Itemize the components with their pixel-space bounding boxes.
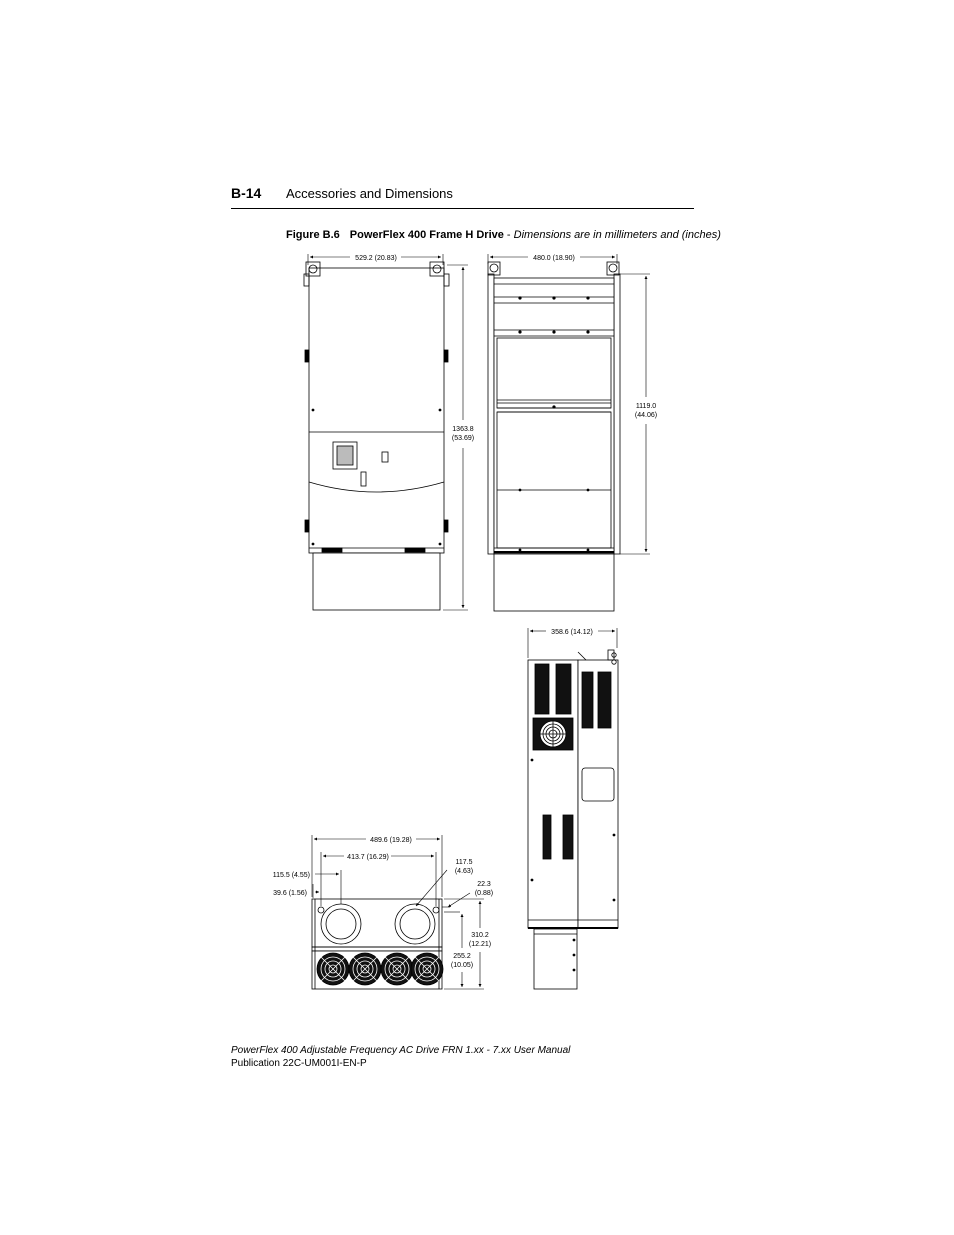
bottom-inner-depth-in: (10.05) — [450, 962, 474, 969]
bottom-right-offset-in: (4.63) — [454, 868, 474, 875]
bottom-depth-mm: 310.2 — [471, 932, 489, 939]
bottom-left-offset-label: 115.5 (4.55) — [272, 872, 310, 879]
figure-separator: - — [503, 229, 514, 241]
rear-view — [488, 262, 620, 611]
section-title: Accessories and Dimensions — [286, 186, 453, 201]
front-height-label-mm: 1363.8 — [452, 426, 474, 433]
bottom-right-edge-mm: 22.3 — [477, 881, 491, 888]
front-width-label: 529.2 (20.83) — [355, 255, 397, 262]
rear-height-label-in: (44.06) — [634, 412, 658, 419]
rear-height-label-mm: 1119.0 — [635, 403, 657, 410]
bottom-right-offset-mm: 117.5 — [455, 859, 473, 866]
rear-width-label: 480.0 (18.90) — [533, 255, 575, 262]
bottom-right-edge-in: (0.88) — [474, 890, 494, 897]
bottom-left-edge-label: 39.6 (1.56) — [273, 890, 307, 897]
front-view — [304, 262, 449, 610]
bottom-holes-label: 413.7 (16.29) — [347, 854, 389, 861]
publication-number: Publication 22C-UM001I-EN-P — [231, 1058, 367, 1069]
front-height-label-in: (53.69) — [451, 435, 475, 442]
section-number: B-14 — [231, 185, 262, 201]
manual-title: PowerFlex 400 Adjustable Frequency AC Drive FRN 1.xx - 7.xx User Manual — [231, 1045, 571, 1056]
figure-label: Figure B.6 — [286, 229, 340, 241]
figure-description: Dimensions are in millimeters and (inches) — [513, 229, 721, 241]
figure-title: PowerFlex 400 Frame H Drive — [349, 229, 504, 241]
side-view — [528, 650, 618, 989]
side-depth-label: 358.6 (14.12) — [551, 629, 593, 636]
bottom-overall-label: 489.6 (19.28) — [370, 837, 412, 844]
bottom-inner-depth-mm: 255.2 — [453, 953, 471, 960]
bottom-view — [312, 899, 443, 989]
bottom-depth-in: (12.21) — [468, 941, 492, 948]
